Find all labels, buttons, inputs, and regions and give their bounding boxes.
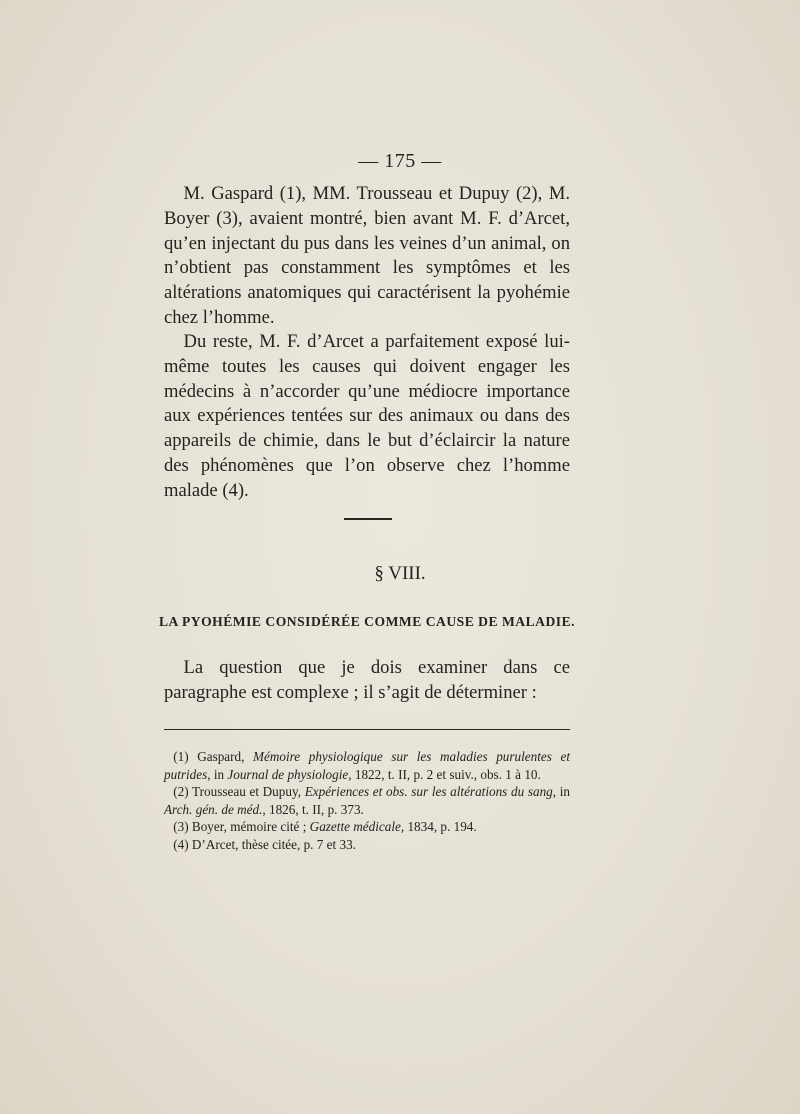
- body-paragraph: La question que je dois examiner dans ce paragraphe est complexe ; il s’agit de déterminer :: [164, 657, 570, 703]
- footnote-text: (2) Trousseau et Dupuy,: [173, 784, 305, 800]
- footnote-separator: [164, 729, 570, 730]
- footnote-text: , 1834, p. 194.: [400, 819, 477, 835]
- footnote-text: (4) D’Arcet, thèse citée, p. 7 et 33.: [173, 836, 356, 852]
- footnote-text: (3) Boyer, mémoire cité ;: [173, 819, 310, 835]
- footnote: [164, 818, 570, 836]
- body-paragraph: M. Gaspard (1), MM. Trousseau et Dupuy (2), M. Boyer (3), avaient montré, bien avant M. F. d’Arcet, qu’en injectant du pus dans les veines d’un animal, on n’obtient pas constamment les symptômes et les altérations anatomiques qui caractérisent la pyohémie chez l’homme.: [164, 183, 570, 328]
- footnote-text: (1) Gaspard,: [173, 749, 254, 764]
- footnote-journal: Arch. gén. de méd.: [164, 801, 263, 817]
- footnote-journal: Gazette médicale: [309, 819, 401, 835]
- section-divider: [344, 518, 392, 520]
- body-text-block: [164, 330, 570, 504]
- body-paragraph: Du reste, M. F. d’Arcet a parfaitement exposé lui-même toutes les causes qui doivent engager les médecins à n’accorder qu’une médiocre importance aux expériences tentées sur des animaux ou dans des appareils de chimie, dans le but d’éclaircir la nature des phénomènes que l’on observe chez l’homme malade (4).: [164, 331, 570, 501]
- footnotes: [164, 748, 570, 854]
- footnote-title: Mémoire physiologique sur les maladies purulentes et putrides: [164, 749, 570, 782]
- footnote-text: , in: [552, 784, 570, 800]
- section-heading: LA PYOHÉMIE CONSIDÉRÉE COMME CAUSE DE MALADIE.: [158, 614, 576, 629]
- footnote: [164, 783, 570, 818]
- footnote-text: , 1826, t. II, p. 373.: [262, 801, 364, 817]
- footnote-text: , in: [207, 766, 228, 782]
- footnote-journal: Journal de physiologie: [227, 766, 349, 782]
- footnote: [164, 748, 570, 783]
- footnote: [164, 836, 570, 854]
- footnote-title: Expériences et obs. sur les altérations du sang: [304, 784, 553, 800]
- body-text-block: [164, 182, 570, 331]
- body-text-block: [164, 656, 570, 706]
- page-number: — 175 —: [358, 150, 442, 172]
- footnote-text: , 1822, t. II, p. 2 et suiv., obs. 1 à 10.: [348, 766, 541, 782]
- section-number: § VIII.: [374, 563, 426, 584]
